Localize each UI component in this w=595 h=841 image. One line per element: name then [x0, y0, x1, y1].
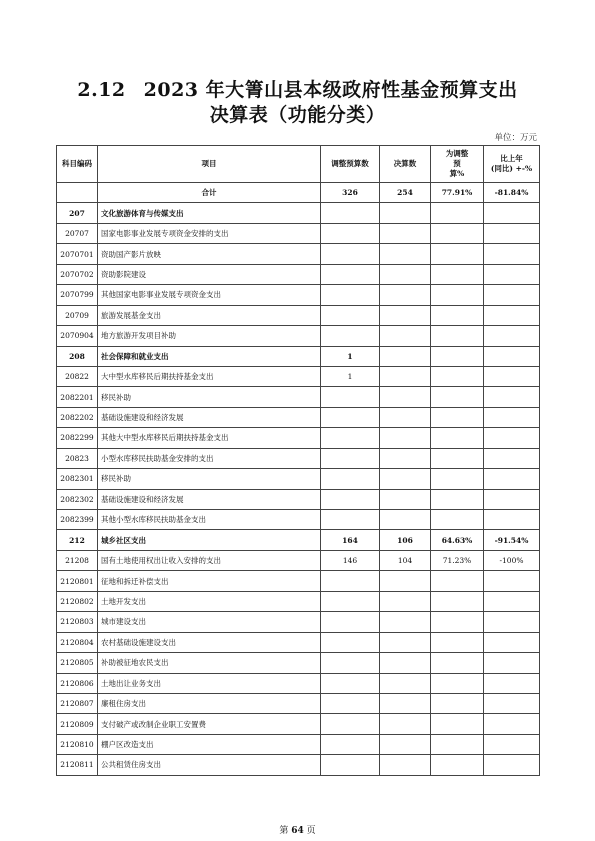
- table-row: [57, 346, 540, 366]
- final-cell: [380, 755, 431, 775]
- pct-cell: [431, 755, 484, 775]
- table-row: [57, 693, 540, 713]
- final-cell: [380, 244, 431, 264]
- final-cell: [380, 366, 431, 386]
- item-cell: 土地开发支出: [98, 591, 321, 611]
- table-row: [57, 223, 540, 243]
- footer-prefix: 第: [279, 826, 289, 836]
- final-cell: [380, 387, 431, 407]
- item-cell: 城乡社区支出: [98, 530, 321, 550]
- yoy-cell: [484, 346, 540, 366]
- adjusted-budget-cell: [321, 653, 380, 673]
- item-cell: 补助被征地农民支出: [98, 653, 321, 673]
- final-cell: [380, 714, 431, 734]
- header-adjusted-budget: 调整预算数: [321, 146, 380, 183]
- code-cell: 212: [57, 530, 98, 550]
- yoy-cell: [484, 693, 540, 713]
- code-cell: 2070701: [57, 244, 98, 264]
- code-cell: 21208: [57, 550, 98, 570]
- unit-label: 单位：万元: [494, 133, 537, 143]
- final-cell: [380, 264, 431, 284]
- table-body: [57, 183, 540, 776]
- table-row: [57, 407, 540, 427]
- pct-cell: [431, 285, 484, 305]
- final-cell: [380, 407, 431, 427]
- code-cell: 2120809: [57, 714, 98, 734]
- header-code: 科目编码: [57, 146, 98, 183]
- final-cell: [380, 571, 431, 591]
- final-cell: 104: [380, 550, 431, 570]
- adjusted-budget-cell: [321, 428, 380, 448]
- yoy-cell: [484, 244, 540, 264]
- pct-cell: 77.91%: [431, 183, 484, 203]
- table-header-row: [57, 146, 540, 183]
- item-cell: 移民补助: [98, 469, 321, 489]
- item-cell: 土地出让业务支出: [98, 673, 321, 693]
- yoy-cell: [484, 632, 540, 652]
- code-cell: 208: [57, 346, 98, 366]
- adjusted-budget-cell: [321, 326, 380, 346]
- pct-cell: 64.63%: [431, 530, 484, 550]
- final-cell: [380, 693, 431, 713]
- code-cell: 2120803: [57, 612, 98, 632]
- pct-cell: [431, 346, 484, 366]
- code-cell: 2082302: [57, 489, 98, 509]
- adjusted-budget-cell: [321, 673, 380, 693]
- item-cell: 移民补助: [98, 387, 321, 407]
- final-cell: [380, 203, 431, 223]
- pct-cell: [431, 510, 484, 530]
- item-cell: 国有土地使用权出让收入安排的支出: [98, 550, 321, 570]
- final-cell: [380, 734, 431, 754]
- yoy-cell: [484, 653, 540, 673]
- code-cell: 2120805: [57, 653, 98, 673]
- code-cell: 2120807: [57, 693, 98, 713]
- adjusted-budget-cell: 146: [321, 550, 380, 570]
- pct-cell: [431, 387, 484, 407]
- table-row: [57, 305, 540, 325]
- pct-cell: [431, 591, 484, 611]
- table-row: [57, 428, 540, 448]
- pct-cell: [431, 326, 484, 346]
- table-row: [57, 326, 540, 346]
- code-cell: 2070702: [57, 264, 98, 284]
- header-item: 项目: [98, 146, 321, 183]
- final-cell: [380, 469, 431, 489]
- table-row: [57, 264, 540, 284]
- adjusted-budget-cell: [321, 489, 380, 509]
- adjusted-budget-cell: 1: [321, 346, 380, 366]
- final-cell: [380, 632, 431, 652]
- final-cell: [380, 510, 431, 530]
- yoy-cell: [484, 326, 540, 346]
- pct-cell: [431, 407, 484, 427]
- adjusted-budget-cell: 326: [321, 183, 380, 203]
- final-cell: [380, 223, 431, 243]
- adjusted-budget-cell: [321, 469, 380, 489]
- item-cell: 其他大中型水库移民后期扶持基金支出: [98, 428, 321, 448]
- table-row: [57, 571, 540, 591]
- pct-cell: [431, 612, 484, 632]
- adjusted-budget-cell: [321, 285, 380, 305]
- item-cell: 社会保障和就业支出: [98, 346, 321, 366]
- header-pct-line-3: 算%: [449, 169, 465, 178]
- table-row: [57, 366, 540, 386]
- adjusted-budget-cell: [321, 510, 380, 530]
- section-number: 2.12: [77, 79, 126, 101]
- pct-cell: [431, 305, 484, 325]
- adjusted-budget-cell: [321, 264, 380, 284]
- final-cell: [380, 326, 431, 346]
- adjusted-budget-cell: [321, 305, 380, 325]
- table-row: [57, 714, 540, 734]
- code-cell: 2082399: [57, 510, 98, 530]
- yoy-cell: -100%: [484, 550, 540, 570]
- code-cell: 20709: [57, 305, 98, 325]
- final-cell: [380, 305, 431, 325]
- item-cell: 其他国家电影事业发展专项资金支出: [98, 285, 321, 305]
- adjusted-budget-cell: [321, 223, 380, 243]
- table-row: [57, 612, 540, 632]
- final-cell: [380, 653, 431, 673]
- table-row: [57, 387, 540, 407]
- footer-suffix: 页: [306, 826, 316, 836]
- code-cell: 2120802: [57, 591, 98, 611]
- adjusted-budget-cell: [321, 203, 380, 223]
- yoy-cell: [484, 591, 540, 611]
- item-cell: 支付破产或改制企业职工安置费: [98, 714, 321, 734]
- code-cell: 20707: [57, 223, 98, 243]
- code-cell: 2120806: [57, 673, 98, 693]
- table-row: [57, 285, 540, 305]
- item-cell: 征地和拆迁补偿支出: [98, 571, 321, 591]
- adjusted-budget-cell: 164: [321, 530, 380, 550]
- code-cell: 2082301: [57, 469, 98, 489]
- yoy-cell: [484, 469, 540, 489]
- page-title: [0, 78, 595, 102]
- item-cell: 棚户区改造支出: [98, 734, 321, 754]
- item-cell: 资助国产影片放映: [98, 244, 321, 264]
- code-cell: 2120810: [57, 734, 98, 754]
- header-pct-of-budget: [431, 146, 484, 183]
- title-line-2: 决算表（功能分类）: [209, 104, 386, 126]
- item-cell: 基础设施建设和经济发展: [98, 489, 321, 509]
- adjusted-budget-cell: [321, 387, 380, 407]
- table-row: [57, 755, 540, 775]
- pct-cell: [431, 734, 484, 754]
- adjusted-budget-cell: 1: [321, 366, 380, 386]
- adjusted-budget-cell: [321, 755, 380, 775]
- final-cell: [380, 612, 431, 632]
- table-row: [57, 653, 540, 673]
- code-cell: 2120801: [57, 571, 98, 591]
- yoy-cell: [484, 489, 540, 509]
- item-cell: 城市建设支出: [98, 612, 321, 632]
- yoy-cell: [484, 734, 540, 754]
- pct-cell: [431, 264, 484, 284]
- yoy-cell: [484, 714, 540, 734]
- final-cell: [380, 448, 431, 468]
- final-cell: [380, 591, 431, 611]
- page-number: 64: [291, 826, 304, 836]
- header-pct-line-2: 预: [453, 159, 461, 168]
- pct-cell: [431, 693, 484, 713]
- yoy-cell: [484, 305, 540, 325]
- table-row: [57, 244, 540, 264]
- item-cell: 农村基础设施建设支出: [98, 632, 321, 652]
- code-cell: 2082201: [57, 387, 98, 407]
- pct-cell: [431, 673, 484, 693]
- adjusted-budget-cell: [321, 693, 380, 713]
- item-cell: 公共租赁住房支出: [98, 755, 321, 775]
- adjusted-budget-cell: [321, 591, 380, 611]
- table-row: [57, 734, 540, 754]
- yoy-cell: [484, 673, 540, 693]
- title-line-1: 2023 年大箐山县本级政府性基金预算支出: [143, 79, 518, 101]
- table-row: [57, 183, 540, 203]
- final-cell: [380, 489, 431, 509]
- pct-cell: [431, 223, 484, 243]
- yoy-cell: [484, 407, 540, 427]
- adjusted-budget-cell: [321, 612, 380, 632]
- table-row: [57, 510, 540, 530]
- code-cell: 2082299: [57, 428, 98, 448]
- adjusted-budget-cell: [321, 571, 380, 591]
- item-cell: 文化旅游体育与传媒支出: [98, 203, 321, 223]
- yoy-cell: [484, 285, 540, 305]
- item-cell: 国家电影事业发展专项资金安排的支出: [98, 223, 321, 243]
- header-pct-line-1: 为调整: [445, 149, 469, 158]
- code-cell: 2082202: [57, 407, 98, 427]
- yoy-cell: [484, 510, 540, 530]
- code-cell: 2120804: [57, 632, 98, 652]
- header-yoy-line-1: 比上年: [500, 154, 523, 163]
- pct-cell: 71.23%: [431, 550, 484, 570]
- yoy-cell: -81.84%: [484, 183, 540, 203]
- pct-cell: [431, 632, 484, 652]
- pct-cell: [431, 428, 484, 448]
- item-cell: 小型水库移民扶助基金安排的支出: [98, 448, 321, 468]
- final-cell: [380, 673, 431, 693]
- final-cell: [380, 346, 431, 366]
- budget-table: [56, 145, 540, 776]
- pct-cell: [431, 366, 484, 386]
- final-cell: 106: [380, 530, 431, 550]
- item-cell: 旅游发展基金支出: [98, 305, 321, 325]
- yoy-cell: [484, 755, 540, 775]
- pct-cell: [431, 244, 484, 264]
- pct-cell: [431, 489, 484, 509]
- pct-cell: [431, 448, 484, 468]
- pct-cell: [431, 714, 484, 734]
- table-row: [57, 591, 540, 611]
- table-row: [57, 489, 540, 509]
- item-cell: 合计: [98, 183, 321, 203]
- yoy-cell: [484, 223, 540, 243]
- page-footer: [0, 823, 595, 836]
- item-cell: 资助影院建设: [98, 264, 321, 284]
- table-row: [57, 632, 540, 652]
- pct-cell: [431, 469, 484, 489]
- yoy-cell: -91.54%: [484, 530, 540, 550]
- header-yoy-line-2: (同比) +-%: [490, 164, 533, 173]
- item-cell: 大中型水库移民后期扶持基金支出: [98, 366, 321, 386]
- yoy-cell: [484, 264, 540, 284]
- item-cell: 基础设施建设和经济发展: [98, 407, 321, 427]
- table-row: [57, 550, 540, 570]
- code-cell: 207: [57, 203, 98, 223]
- adjusted-budget-cell: [321, 714, 380, 734]
- yoy-cell: [484, 612, 540, 632]
- adjusted-budget-cell: [321, 632, 380, 652]
- adjusted-budget-cell: [321, 734, 380, 754]
- item-cell: 廉租住房支出: [98, 693, 321, 713]
- pct-cell: [431, 653, 484, 673]
- final-cell: [380, 428, 431, 448]
- code-cell: 20823: [57, 448, 98, 468]
- yoy-cell: [484, 448, 540, 468]
- yoy-cell: [484, 366, 540, 386]
- table-row: [57, 469, 540, 489]
- item-cell: 地方旅游开发项目补助: [98, 326, 321, 346]
- yoy-cell: [484, 387, 540, 407]
- code-cell: [57, 183, 98, 203]
- code-cell: 2070904: [57, 326, 98, 346]
- yoy-cell: [484, 203, 540, 223]
- final-cell: 254: [380, 183, 431, 203]
- final-cell: [380, 285, 431, 305]
- table-row: [57, 530, 540, 550]
- item-cell: 其他小型水库移民扶助基金支出: [98, 510, 321, 530]
- yoy-cell: [484, 428, 540, 448]
- header-final: 决算数: [380, 146, 431, 183]
- pct-cell: [431, 203, 484, 223]
- table-row: [57, 673, 540, 693]
- pct-cell: [431, 571, 484, 591]
- table-row: [57, 203, 540, 223]
- code-cell: 2120811: [57, 755, 98, 775]
- adjusted-budget-cell: [321, 244, 380, 264]
- table-row: [57, 448, 540, 468]
- header-yoy: [484, 146, 540, 183]
- adjusted-budget-cell: [321, 407, 380, 427]
- code-cell: 20822: [57, 366, 98, 386]
- yoy-cell: [484, 571, 540, 591]
- adjusted-budget-cell: [321, 448, 380, 468]
- code-cell: 2070799: [57, 285, 98, 305]
